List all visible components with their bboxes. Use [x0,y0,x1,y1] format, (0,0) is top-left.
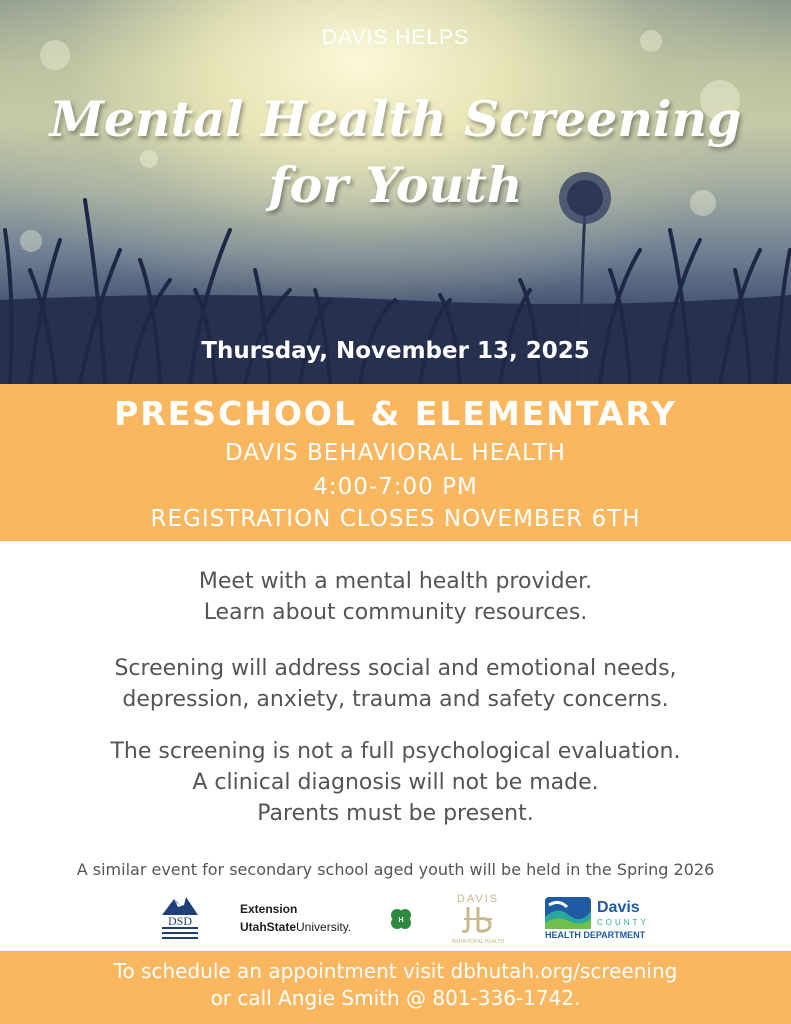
svg-text:H: H [398,917,404,924]
contact-footer [0,951,791,1024]
dchd-name: Davis [597,899,640,916]
event-time: 4:00-7:00 PM [313,474,478,500]
body-line: Parents must be present. [257,801,534,826]
title-line-2: for Youth [268,156,523,214]
event-date: Thursday, November 13, 2025 [201,338,590,364]
screening-scope-paragraph [0,653,791,715]
page-title [0,86,791,218]
hero-kicker: DAVIS HELPS [321,26,470,49]
event-location: DAVIS BEHAVIORAL HEALTH [225,440,566,466]
dbh-monogram-icon [458,905,498,935]
davis-county-health-dept-logo [545,897,665,943]
dbh-word: DAVIS [456,893,500,905]
body-line: depression, anxiety, trauma and safety concerns. [122,687,669,712]
dchd-wave-icon [545,897,591,929]
usu-extension-logo [240,902,380,936]
dsd-logo-text: DSD [167,914,192,928]
body-line: The screening is not a full psychological evaluation. [110,739,681,764]
hero-banner [0,0,791,384]
davis-behavioral-health-logo [447,893,509,945]
four-h-clover-icon [388,906,414,932]
body-line: Meet with a mental health provider. [198,569,593,594]
secondary-event-note: A similar event for secondary school aged youth will be held in the Spring 2026 [76,860,715,879]
dsd-logo [160,893,200,943]
footer-website-line: To schedule an appointment visit dbhutah.org/screening [113,959,678,983]
disclaimer-paragraph [0,736,791,829]
dbh-subtext: BEHAVIORAL HEALTH [451,939,505,945]
dchd-county: COUNTY [597,918,649,927]
usu-name-rest: University. [296,920,352,934]
event-details-band [0,384,791,541]
usu-extension-text: Extension [240,902,298,916]
body-line: Learn about community resources. [203,600,588,625]
usu-name [240,920,380,934]
audience-heading: PRESCHOOL & ELEMENTARY [114,394,677,433]
body-line: A clinical diagnosis will not be made. [192,770,599,795]
body-line: Screening will address social and emotional needs, [114,656,677,681]
title-line-1: Mental Health Screening [49,90,742,148]
registration-deadline: REGISTRATION CLOSES NOVEMBER 6TH [150,506,641,532]
footer-phone-line: or call Angie Smith @ 801-336-1742. [210,986,581,1010]
usu-name-bold: UtahState [240,920,297,934]
intro-paragraph [0,566,791,628]
dchd-dept: HEALTH DEPARTMENT [545,930,646,940]
